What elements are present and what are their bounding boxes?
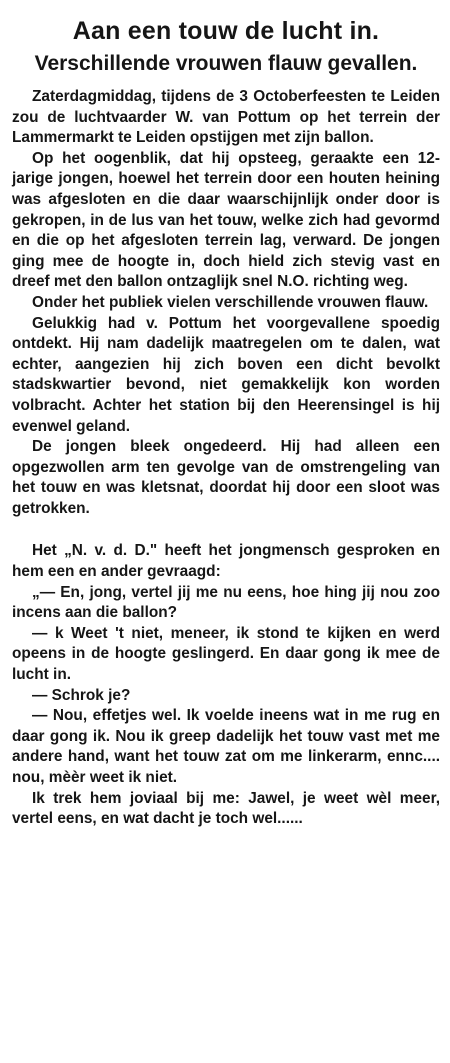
article-headline: Aan een touw de lucht in. (72, 17, 380, 45)
article-paragraph: De jongen bleek ongedeerd. Hij had alleen een opgezwollen arm ten gevolge van de omstrengeling van het touw en was kletsnat, doordat hij door een sloot was getrokken. (12, 438, 440, 517)
article-paragraph: Onder het publiek vielen verschillende vrouwen flauw. (32, 293, 429, 311)
interview-paragraph: — k Weet 't niet, meneer, ik stond te kijken en werd opeens in de hoogte geslingerd. En daar gong ik mee de lucht in. (12, 624, 440, 684)
section-gap (12, 519, 440, 541)
article-subheadline: Verschillende vrouwen flauw gevallen. (34, 52, 418, 75)
article-paragraph: Op het oogenblik, dat hij opsteeg, geraakte een 12-jarige jongen, hoewel het terrein door een houten heining was afgesloten en die daar waarschijnlijk onder door is gekropen, in de lus van het touw, welke zich had gevormd en die op het afgesloten terrein lag, verward. De jongen ging mee de hoogte in, doch hield zich stevig vast en dreef met den ballon ontzaglijk snel N.O. richting weg. (12, 149, 440, 291)
article-paragraph: Gelukkig had v. Pottum het voorgevallene spoedig ontdekt. Hij nam dadelijk maatregelen om te dalen, wat echter, aangezien hij zich boven een dicht bevolkt stadskwartier bevond, niet gemakkelijk kon worden volbracht. Achter het station bij den Heerensingel is hij evenwel geland. (12, 314, 440, 435)
article-body (12, 87, 440, 830)
interview-paragraph: Het „N. v. d. D." heeft het jongmensch gesproken en hem een en ander gevraagd: (12, 542, 440, 581)
interview-paragraph: „— En, jong, vertel jij me nu eens, hoe hing jij nou zoo incens aan die ballon? (12, 583, 440, 622)
article-paragraph: Zaterdagmiddag, tijdens de 3 Octoberfeesten te Leiden zou de luchtvaarder W. van Pottum op het terrein der Lammermarkt te Leiden opstijgen met zijn ballon. (12, 88, 440, 147)
interview-paragraph: Ik trek hem joviaal bij me: Jawel, je weet wèl meer, vertel eens, en wat dacht je toch wel...... (12, 789, 440, 828)
interview-paragraph: — Nou, effetjes wel. Ik voelde ineens wat in me rug en daar gong ik. Nou ik greep dadelijk het touw vast met me andere hand, want het touw zat om me linkerarm, ennc.... nou, mèèr weet ik niet. (12, 707, 440, 786)
interview-paragraph: — Schrok je? (32, 686, 131, 704)
